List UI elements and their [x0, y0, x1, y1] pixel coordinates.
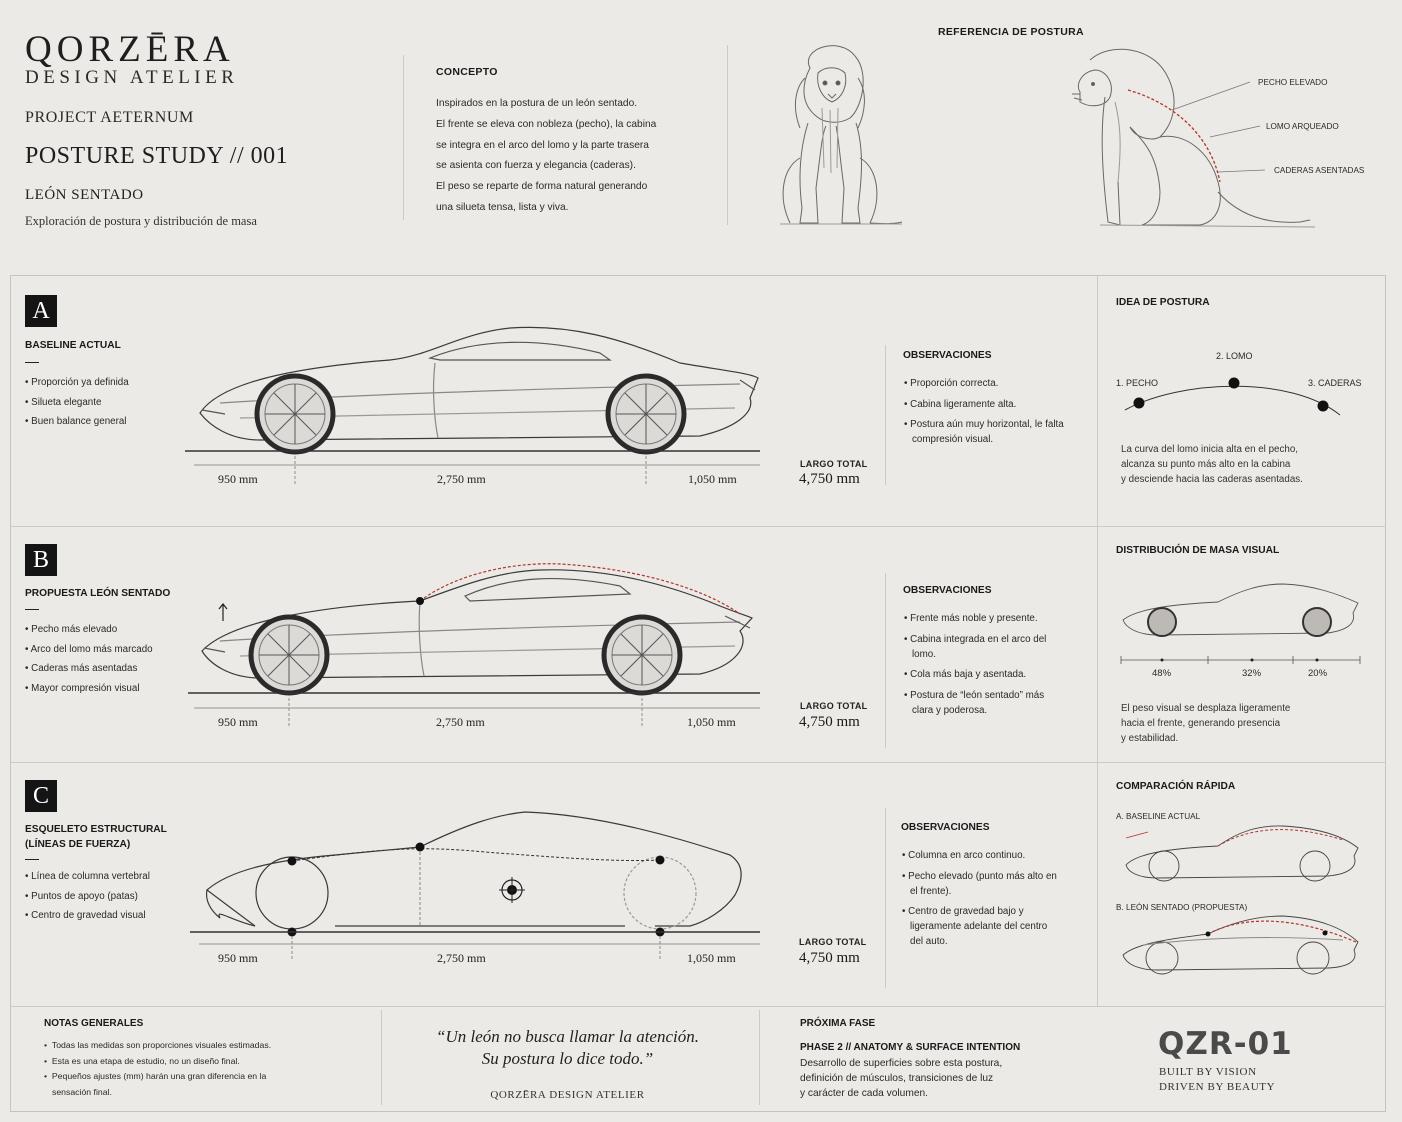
compare-label-a: A. BASELINE ACTUAL: [1116, 812, 1201, 821]
header-divider: [727, 45, 728, 225]
obs-list-b: [904, 611, 1054, 723]
concept-line: una silueta tensa, lista y viva.: [436, 201, 569, 213]
footer-divider: [759, 1010, 760, 1105]
obs-item: • Postura aún muy horizontal, le falta compresión visual.: [904, 417, 1074, 447]
concept-line: se integra en el arco del lomo y la parte trasera: [436, 139, 649, 151]
obs-title-b: OBSERVACIONES: [903, 585, 992, 596]
study-subject: LEÓN SENTADO: [25, 187, 144, 203]
mass-front-percent: 48%: [1152, 668, 1172, 679]
bullet-item: • Buen balance general: [25, 412, 129, 432]
mass-middle-percent: 32%: [1242, 668, 1262, 679]
dim-front-overhang: 950 mm: [218, 715, 258, 729]
obs-item: • Pecho elevado (punto más alto en el frente).: [902, 869, 1062, 899]
obs-item: • Cabina integrada en el arco del lomo.: [904, 632, 1054, 662]
obs-divider: [885, 573, 886, 748]
right-panel-divider: [1097, 276, 1098, 1006]
obs-item: • Postura de “león sentado” más clara y poderosa.: [904, 688, 1054, 718]
row-divider: [10, 1006, 1386, 1007]
section-badge-c: C: [25, 780, 57, 812]
wheel-icon: [604, 617, 680, 693]
section-bullets-a: [25, 373, 129, 432]
note-item: • Todas las medidas son proporciones visuales estimadas.: [44, 1040, 272, 1050]
arrow-up-icon: [219, 604, 227, 621]
center-of-gravity-icon: [499, 877, 525, 903]
lion-front-sketch: [770, 38, 910, 230]
notes-list: [44, 1038, 299, 1100]
obs-divider: [885, 808, 886, 988]
obs-item: • Frente más noble y presente.: [904, 611, 1054, 626]
mass-line: El peso visual se desplaza ligeramente: [1121, 703, 1291, 714]
idea-point-hips: 3. CADERAS: [1308, 378, 1362, 388]
section-title-b: PROPUESTA LEÓN SENTADO: [25, 588, 171, 599]
car-sketch-baseline: [180, 318, 770, 488]
phase-line: Desarrollo de superficies sobre esta postura,: [800, 1058, 1003, 1069]
footer-divider: [381, 1010, 382, 1105]
phase-title: PHASE 2 // ANATOMY & SURFACE INTENTION: [800, 1042, 1021, 1053]
concept-line: El peso se reparte de forma natural generando: [436, 181, 648, 193]
concept-text: [436, 94, 716, 219]
concept-line: El frente se eleva con nobleza (pecho), la cabina: [436, 118, 657, 130]
bullet-item: • Centro de gravedad visual: [25, 906, 150, 926]
dim-wheelbase: 2,750 mm: [437, 472, 486, 486]
section-bullets-b: [25, 620, 153, 698]
total-length-label: LARGO TOTAL: [800, 459, 868, 469]
quote-author: QORZĒRA DESIGN ATELIER: [490, 1089, 645, 1101]
idea-title: IDEA DE POSTURA: [1116, 297, 1210, 308]
title-line: ESQUELETO ESTRUCTURAL: [25, 824, 167, 835]
bullet-item: • Caderas más asentadas: [25, 659, 153, 679]
mass-text: [1121, 701, 1290, 746]
obs-list-a: [904, 376, 1074, 453]
section-badge-a: A: [25, 295, 57, 327]
wheel-icon: [251, 617, 327, 693]
quote-line: Su postura lo dice todo.”: [481, 1049, 654, 1068]
obs-divider: [885, 345, 886, 485]
quote: [395, 1026, 740, 1070]
mass-car-sketch: [1118, 578, 1368, 668]
notes-title: NOTAS GENERALES: [44, 1018, 144, 1029]
row-divider: [10, 526, 1386, 527]
title-underline: [25, 859, 39, 860]
idea-point-chest: 1. PECHO: [1116, 378, 1159, 388]
reference-title: REFERENCIA DE POSTURA: [938, 26, 1084, 38]
brand-name: QORZĒRA: [25, 29, 235, 70]
quote-line: “Un león no busca llamar la atención.: [435, 1027, 699, 1046]
idea-text: [1121, 442, 1303, 487]
obs-item: • Columna en arco continuo.: [902, 848, 1062, 863]
bullet-item: • Pecho más elevado: [25, 620, 153, 640]
mass-line: hacia el frente, generando presencia: [1121, 718, 1281, 729]
idea-line: alcanza su punto más alto en la cabina: [1121, 459, 1291, 470]
section-title-a: BASELINE ACTUAL: [25, 340, 121, 351]
mass-line: y estabilidad.: [1121, 733, 1179, 744]
bullet-item: • Silueta elegante: [25, 393, 129, 413]
obs-item: • Cola más baja y asentada.: [904, 667, 1054, 682]
bullet-item: • Puntos de apoyo (patas): [25, 887, 150, 907]
section-badge-b: B: [25, 544, 57, 576]
compare-label-b: B. LEÓN SENTADO (PROPUESTA): [1116, 903, 1248, 912]
total-length-value: 4,750 mm: [799, 950, 860, 966]
dim-front-overhang: 950 mm: [218, 472, 258, 486]
dim-rear-overhang: 1,050 mm: [687, 951, 736, 965]
dim-wheelbase: 2,750 mm: [437, 951, 486, 965]
study-description: Exploración de postura y distribución de masa: [25, 214, 257, 228]
project-name: PROJECT AETERNUM: [25, 109, 194, 126]
note-item: • Pequeños ajustes (mm) harán una gran diferencia en la sensación final.: [44, 1071, 267, 1097]
bullet-item: • Arco del lomo más marcado: [25, 640, 153, 660]
bullet-item: • Mayor compresión visual: [25, 679, 153, 699]
title-underline: [25, 609, 39, 610]
idea-line: y desciende hacia las caderas asentadas.: [1121, 474, 1303, 485]
section-bullets-c: [25, 867, 150, 926]
header-divider: [403, 55, 404, 220]
wheel-icon: [608, 376, 684, 452]
model-logo: QZR-01: [1158, 1026, 1293, 1062]
compare-car-a: [1118, 820, 1368, 885]
dim-rear-overhang: 1,050 mm: [687, 715, 736, 729]
title-underline: [25, 362, 39, 363]
car-skeleton-sketch: [185, 800, 775, 970]
total-length-label: LARGO TOTAL: [800, 701, 868, 711]
page-title: POSTURE STUDY // 001: [25, 143, 289, 169]
dim-front-overhang: 950 mm: [218, 951, 258, 965]
lion-label-back: LOMO ARQUEADO: [1266, 122, 1339, 131]
dim-wheelbase: 2,750 mm: [436, 715, 485, 729]
mass-title: DISTRIBUCIÓN DE MASA VISUAL: [1116, 545, 1280, 556]
idea-point-back: 2. LOMO: [1216, 351, 1253, 361]
section-title-c: [25, 822, 167, 852]
posture-curve-diagram: [1120, 370, 1350, 420]
compare-car-b: [1118, 910, 1368, 980]
obs-list-c: [902, 848, 1062, 955]
obs-title-c: OBSERVACIONES: [901, 822, 990, 833]
bullet-item: • Proporción ya definida: [25, 373, 129, 393]
tagline-vision: BUILT BY VISION: [1159, 1066, 1257, 1078]
tagline-beauty: DRIVEN BY BEAUTY: [1159, 1081, 1276, 1093]
mass-rear-percent: 20%: [1308, 668, 1328, 679]
bullet-item: • Línea de columna vertebral: [25, 867, 150, 887]
next-phase-title: PRÓXIMA FASE: [800, 1018, 876, 1029]
total-length-value: 4,750 mm: [799, 471, 860, 487]
row-divider: [10, 762, 1386, 763]
phase-line: y carácter de cada volumen.: [800, 1088, 928, 1099]
obs-item: • Centro de gravedad bajo y ligeramente adelante del centro del auto.: [902, 904, 1062, 949]
obs-title-a: OBSERVACIONES: [903, 350, 992, 361]
concept-line: se asienta con fuerza y elegancia (caderas).: [436, 160, 636, 172]
note-item: • Esta es una etapa de estudio, no un diseño final.: [44, 1055, 240, 1066]
concept-title: CONCEPTO: [436, 66, 498, 78]
total-length-label: LARGO TOTAL: [799, 937, 867, 947]
phase-description: [800, 1056, 1002, 1101]
obs-item: • Proporción correcta.: [904, 376, 1074, 391]
phase-line: definición de músculos, transiciones de luz: [800, 1073, 994, 1084]
dim-rear-overhang: 1,050 mm: [688, 472, 737, 486]
lion-label-hips: CADERAS ASENTADAS: [1274, 166, 1365, 175]
concept-line: Inspirados en la postura de un león sentado.: [436, 98, 638, 109]
lion-side-sketch: [1060, 42, 1320, 232]
idea-line: La curva del lomo inicia alta en el pecho,: [1121, 444, 1298, 455]
obs-item: • Cabina ligeramente alta.: [904, 397, 1074, 412]
car-sketch-proposal: [180, 556, 770, 731]
brand-subtitle: DESIGN ATELIER: [25, 67, 239, 88]
lion-label-chest: PECHO ELEVADO: [1258, 78, 1328, 87]
title-line: (LÍNEAS DE FUERZA): [25, 839, 131, 850]
total-length-value: 4,750 mm: [799, 714, 860, 730]
wheel-icon: [257, 376, 333, 452]
compare-title: COMPARACIÓN RÁPIDA: [1116, 781, 1236, 792]
